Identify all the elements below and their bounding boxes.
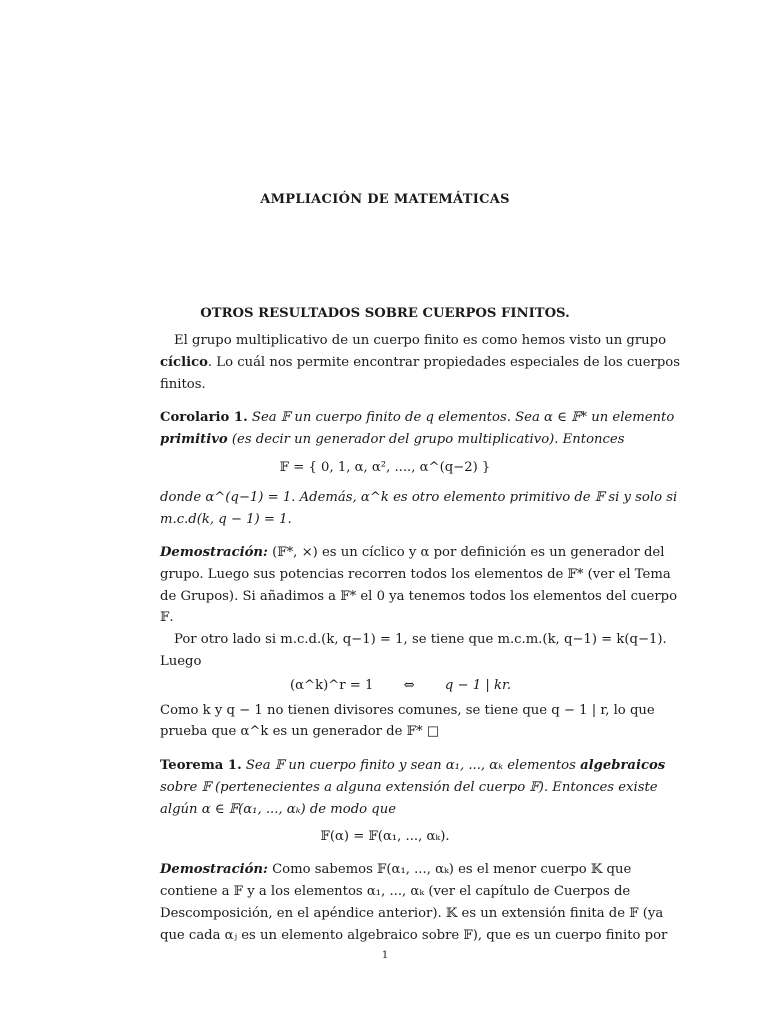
demo1-formula-iff: ⇔: [403, 678, 415, 693]
demo1-text-1: (𝔽*, ×) es un cíclico y α por definición es un generador del: [267, 545, 665, 560]
demo2-line-4: que cada αⱼ es un elemento algebraico sobre 𝔽), que es un cuerpo finito por: [160, 928, 668, 943]
intro-line-3: finitos.: [160, 377, 206, 392]
demo1-line-4: 𝔽.: [160, 610, 174, 625]
demo1-line-3: de Grupos). Si añadimos a 𝔽* el 0 ya tenemos todos los elementos del cuerpo: [160, 589, 678, 604]
corolario-line-4: m.c.d(k, q − 1) = 1.: [160, 512, 292, 527]
demo2-line-1: [160, 862, 631, 878]
corolario-line-3: donde α^(q−1) = 1. Además, α^k es otro elemento primitivo de 𝔽 si y solo si: [160, 490, 678, 505]
demo1-line-6: Luego: [160, 654, 202, 669]
intro-bold-ciclico: cíclico: [160, 355, 208, 370]
teorema-line-3: algún α ∈ 𝔽(α₁, ..., αₖ) de modo que: [160, 802, 397, 817]
demo2-label: Demostración:: [160, 862, 268, 877]
teorema-text-1: Sea 𝔽 un cuerpo finito y sean α₁, ..., αₖ elementos: [245, 758, 581, 773]
corolario-formula: 𝔽 = { 0, 1, α, α², ...., α^(q−2) }: [279, 460, 491, 475]
section-heading: OTROS RESULTADOS SOBRE CUERPOS FINITOS.: [200, 306, 570, 321]
teorema-bold-algebraicos: algebraicos: [580, 758, 666, 773]
demo1-line-5: Por otro lado si m.c.d.(k, q−1) = 1, se tiene que m.c.m.(k, q−1) = k(q−1).: [174, 632, 667, 647]
demo1-formula: [290, 678, 511, 694]
demo2-line-3: Descomposición, en el apéndice anterior). 𝕂 es un extensión finita de 𝔽 (ya: [160, 906, 664, 921]
intro-line-2-rest: . Lo cuál nos permite encontrar propiedades especiales de los cuerpos: [207, 355, 680, 370]
teorema-formula: 𝔽(α) = 𝔽(α₁, ..., αₖ).: [320, 829, 450, 844]
demo1-formula-right: q − 1 | kr.: [444, 678, 512, 693]
corolario-line-1: [160, 410, 674, 426]
corolario-bold-primitivo: primitivo: [160, 432, 228, 447]
corolario-label: Corolario 1.: [160, 410, 248, 425]
demo1-line-1: [160, 545, 664, 561]
teorema-line-2: sobre 𝔽 (pertenecientes a alguna extensión del cuerpo 𝔽). Entonces existe: [160, 780, 658, 795]
demo2-line-2: contiene a 𝔽 y a los elementos α₁, ..., αₖ (ver el capítulo de Cuerpos de: [160, 884, 631, 899]
document-title: AMPLIACIÓN DE MATEMÁTICAS: [260, 192, 510, 207]
corolario-text-1: Sea 𝔽 un cuerpo finito de q elementos. Sea α ∈ 𝔽* un elemento: [251, 410, 675, 425]
demo1-line-7: Como k y q − 1 no tienen divisores comunes, se tiene que q − 1 | r, lo que: [160, 703, 655, 718]
teorema-label: Teorema 1.: [160, 758, 242, 773]
demo1-line-2: grupo. Luego sus potencias recorren todos los elementos de 𝔽* (ver el Tema: [160, 567, 671, 582]
intro-line-2: [160, 355, 680, 371]
demo1-formula-left: (α^k)^r = 1: [290, 678, 374, 693]
page-number: 1: [381, 950, 389, 961]
teorema-line-1: [160, 758, 665, 774]
intro-line-1: El grupo multiplicativo de un cuerpo finito es como hemos visto un grupo: [174, 333, 667, 348]
demo1-line-8: prueba que α^k es un generador de 𝔽* □: [160, 724, 440, 739]
corolario-line-2: [160, 432, 625, 448]
demo2-text-1: Como sabemos 𝔽(α₁, ..., αₖ) es el menor cuerpo 𝕂 que: [267, 862, 632, 877]
demo1-label: Demostración:: [160, 545, 268, 560]
corolario-text-2: (es decir un generador del grupo multiplicativo). Entonces: [227, 432, 625, 447]
